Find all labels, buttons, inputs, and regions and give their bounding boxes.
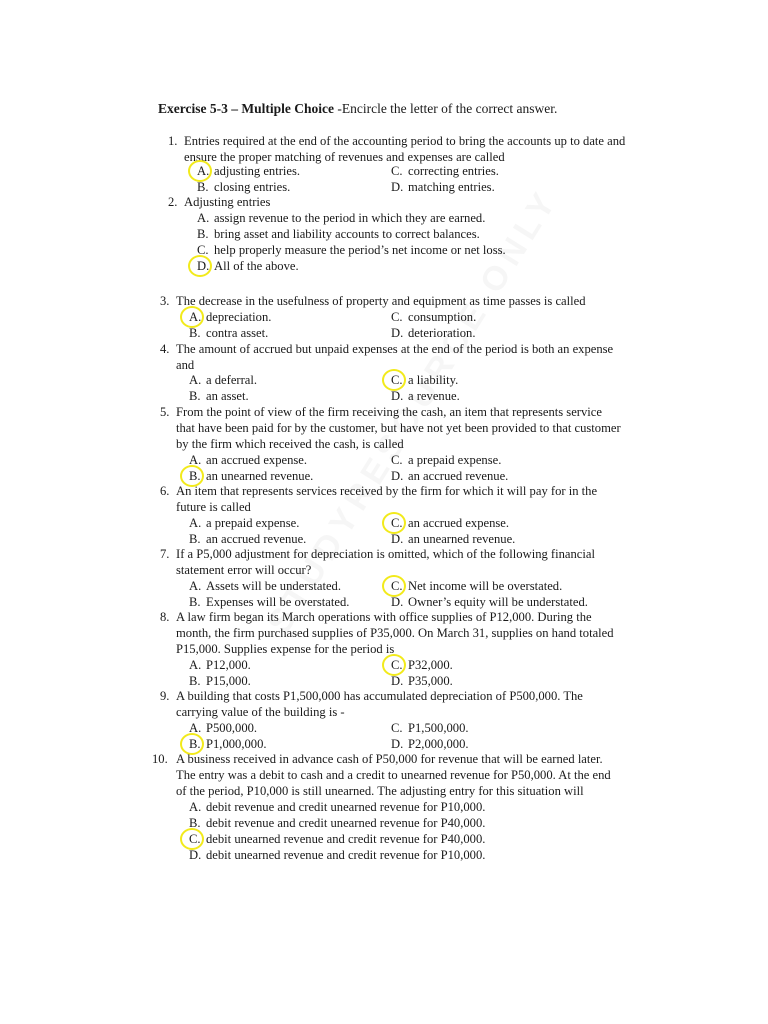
option-letter: D.	[391, 469, 404, 483]
option-text: Expenses will be overstated.	[206, 595, 350, 609]
option-text: a revenue.	[408, 389, 460, 403]
option-text: Assets will be understated.	[206, 579, 342, 593]
option-text: help properly measure the period’s net income or net loss.	[214, 243, 506, 257]
option-text: P2,000,000.	[408, 737, 469, 751]
option-letter: C.	[391, 579, 403, 593]
option-text: assign revenue to the period in which they are earned.	[214, 211, 486, 225]
option-text: a prepaid expense.	[206, 516, 300, 530]
question-4-number: 4.	[160, 342, 170, 356]
question-9-line-1: A building that costs P1,500,000 has accumulated depreciation of P500,000. The	[176, 689, 583, 703]
question-9-option-a[interactable]	[189, 720, 257, 736]
option-letter: D.	[391, 326, 404, 340]
option-text: an accrued expense.	[408, 516, 510, 530]
question-8-line-1: A law firm began its March operations with office supplies of P12,000. During the	[176, 610, 592, 624]
question-6-option-b[interactable]	[189, 531, 306, 547]
option-text: P32,000.	[408, 658, 453, 672]
question-10-line-1: A business received in advance cash of P50,000 for revenue that will be earned later.	[176, 752, 603, 766]
option-letter: A.	[189, 800, 202, 814]
question-7-option-c[interactable]	[391, 578, 562, 594]
option-text: bring asset and liability accounts to correct balances.	[214, 227, 480, 241]
option-letter: D.	[391, 737, 404, 751]
option-letter: A.	[189, 516, 202, 530]
option-letter: C.	[391, 310, 403, 324]
question-6-option-d[interactable]	[391, 531, 515, 547]
question-2-option-b[interactable]	[197, 226, 480, 242]
option-text: an accrued expense.	[206, 453, 308, 467]
question-8-line-2: month, the firm purchased supplies of P35,000. On March 31, supplies on hand totaled	[176, 626, 614, 640]
option-letter: A.	[189, 579, 202, 593]
option-letter: B.	[189, 816, 201, 830]
option-letter: C.	[391, 516, 403, 530]
answer-circle-icon	[188, 255, 212, 277]
option-letter: D.	[189, 848, 202, 862]
question-6-option-c[interactable]	[391, 515, 509, 531]
question-9-number: 9.	[160, 689, 170, 703]
option-text: P1,500,000.	[408, 721, 469, 735]
option-letter: D.	[391, 595, 404, 609]
option-text: an unearned revenue.	[206, 469, 314, 483]
option-letter: C.	[189, 832, 201, 846]
option-text: P12,000.	[206, 658, 251, 672]
option-text: P1,000,000.	[206, 737, 267, 751]
question-7-line-1: If a P5,000 adjustment for depreciation is omitted, which of the following financial	[176, 547, 595, 561]
question-3-line-1: The decrease in the usefulness of property and equipment as time passes is called	[176, 294, 586, 308]
question-7-option-b[interactable]	[189, 594, 349, 610]
exercise-instructions: -Encircle the letter of the correct answer.	[333, 101, 558, 116]
question-9-option-d[interactable]	[391, 736, 469, 752]
question-1-number: 1.	[168, 134, 178, 148]
question-8-option-b[interactable]	[189, 673, 251, 689]
option-text: debit revenue and credit unearned revenue for P40,000.	[206, 816, 486, 830]
question-7-option-a[interactable]	[189, 578, 341, 594]
question-8-line-3: P15,000. Supplies expense for the period is	[176, 642, 395, 656]
question-8-option-a[interactable]	[189, 657, 251, 673]
question-9-option-c[interactable]	[391, 720, 469, 736]
question-5-option-a[interactable]	[189, 452, 307, 468]
option-text: a deferral.	[206, 373, 258, 387]
option-text: debit unearned revenue and credit revenue for P40,000.	[206, 832, 486, 846]
question-10-option-a[interactable]	[189, 799, 485, 815]
question-1-option-d[interactable]	[391, 179, 495, 195]
question-4-option-d[interactable]	[391, 388, 460, 404]
question-6-line-1: An item that represents services received by the firm for which it will pay for in the	[176, 484, 598, 498]
question-8-number: 8.	[160, 610, 170, 624]
option-text: depreciation.	[206, 310, 272, 324]
option-letter: C.	[391, 164, 403, 178]
question-3-option-d[interactable]	[391, 325, 476, 341]
option-letter: B.	[189, 469, 201, 483]
option-letter: B.	[189, 595, 201, 609]
question-5-line-2: that have been paid for by the customer, but have not yet been provided to that customer	[176, 421, 621, 435]
option-text: Owner’s equity will be understated.	[408, 595, 588, 609]
option-letter: B.	[197, 180, 209, 194]
option-letter: D.	[391, 389, 404, 403]
question-2-number: 2.	[168, 195, 178, 209]
question-10-line-2: The entry was a debit to cash and a credit to unearned revenue for P50,000. At the end	[176, 768, 611, 782]
question-2-option-c[interactable]	[197, 242, 506, 258]
question-10-option-c[interactable]	[189, 831, 485, 847]
question-10-line-3: of the period, P10,000 is still unearned. The adjusting entry for this situation will	[176, 784, 584, 798]
option-letter: A.	[197, 164, 210, 178]
question-7-number: 7.	[160, 547, 170, 561]
exercise-title-bold: Exercise 5-3 – Multiple Choice	[158, 101, 334, 116]
question-8-option-d[interactable]	[391, 673, 453, 689]
question-5-option-b[interactable]	[189, 468, 313, 484]
option-letter: C.	[391, 721, 403, 735]
question-2-option-a[interactable]	[197, 210, 485, 226]
option-text: P500,000.	[206, 721, 258, 735]
question-1-line-2: ensure the proper matching of revenues and expenses are called	[184, 150, 505, 164]
option-letter: C.	[391, 373, 403, 387]
exercise-title	[158, 101, 557, 117]
question-1-option-a[interactable]	[197, 163, 300, 179]
question-7-line-2: statement error will occur?	[176, 563, 312, 577]
option-letter: C.	[391, 453, 403, 467]
option-text: an asset.	[206, 389, 249, 403]
option-text: an accrued revenue.	[206, 532, 307, 546]
question-9-line-2: carrying value of the building is -	[176, 705, 345, 719]
option-text: a liability.	[408, 373, 459, 387]
option-letter: D.	[391, 674, 404, 688]
option-letter: B.	[189, 389, 201, 403]
option-text: All of the above.	[214, 259, 299, 273]
option-letter: B.	[189, 326, 201, 340]
option-letter: A.	[189, 658, 202, 672]
question-10-option-d[interactable]	[189, 847, 485, 863]
question-10-number: 10.	[152, 752, 168, 766]
question-3-number: 3.	[160, 294, 170, 308]
option-text: deterioration.	[408, 326, 476, 340]
option-text: P15,000.	[206, 674, 251, 688]
question-2-line-1: Adjusting entries	[184, 195, 271, 209]
option-text: an accrued revenue.	[408, 469, 509, 483]
question-4-option-a[interactable]	[189, 372, 257, 388]
question-6-line-2: future is called	[176, 500, 251, 514]
option-letter: D.	[391, 180, 404, 194]
option-text: P35,000.	[408, 674, 453, 688]
question-3-option-b[interactable]	[189, 325, 268, 341]
question-1-option-c[interactable]	[391, 163, 499, 179]
option-text: a prepaid expense.	[408, 453, 502, 467]
option-letter: A.	[189, 373, 202, 387]
question-4-line-2: and	[176, 358, 195, 372]
option-letter: D.	[197, 259, 210, 273]
question-10-option-b[interactable]	[189, 815, 485, 831]
question-2-option-d[interactable]	[197, 258, 299, 274]
question-7-option-d[interactable]	[391, 594, 588, 610]
question-6-number: 6.	[160, 484, 170, 498]
option-letter: A.	[189, 310, 202, 324]
option-text: an unearned revenue.	[408, 532, 516, 546]
option-text: consumption.	[408, 310, 477, 324]
option-letter: C.	[391, 658, 403, 672]
option-text: closing entries.	[214, 180, 291, 194]
option-text: debit revenue and credit unearned revenue for P10,000.	[206, 800, 486, 814]
option-text: contra asset.	[206, 326, 269, 340]
option-text: matching entries.	[408, 180, 495, 194]
option-letter: B.	[189, 532, 201, 546]
option-letter: A.	[189, 721, 202, 735]
option-letter: A.	[197, 211, 210, 225]
option-text: Net income will be overstated.	[408, 579, 563, 593]
question-4-option-b[interactable]	[189, 388, 249, 404]
option-letter: B.	[197, 227, 209, 241]
question-6-option-a[interactable]	[189, 515, 299, 531]
question-5-option-c[interactable]	[391, 452, 501, 468]
question-1-option-b[interactable]	[197, 179, 290, 195]
option-letter: D.	[391, 532, 404, 546]
question-1-line-1: Entries required at the end of the accounting period to bring the accounts up to date and	[184, 134, 626, 148]
question-5-number: 5.	[160, 405, 170, 419]
option-letter: C.	[197, 243, 209, 257]
question-5-line-3: by the firm which received the cash, is called	[176, 437, 404, 451]
question-4-line-1: The amount of accrued but unpaid expenses at the end of the period is both an expense	[176, 342, 614, 356]
option-text: debit unearned revenue and credit revenue for P10,000.	[206, 848, 486, 862]
question-3-option-c[interactable]	[391, 309, 476, 325]
option-letter: B.	[189, 737, 201, 751]
option-text: adjusting entries.	[214, 164, 301, 178]
option-text: correcting entries.	[408, 164, 499, 178]
question-5-line-1: From the point of view of the firm receiving the cash, an item that represents service	[176, 405, 602, 419]
option-letter: B.	[189, 674, 201, 688]
question-5-option-d[interactable]	[391, 468, 508, 484]
option-letter: A.	[189, 453, 202, 467]
